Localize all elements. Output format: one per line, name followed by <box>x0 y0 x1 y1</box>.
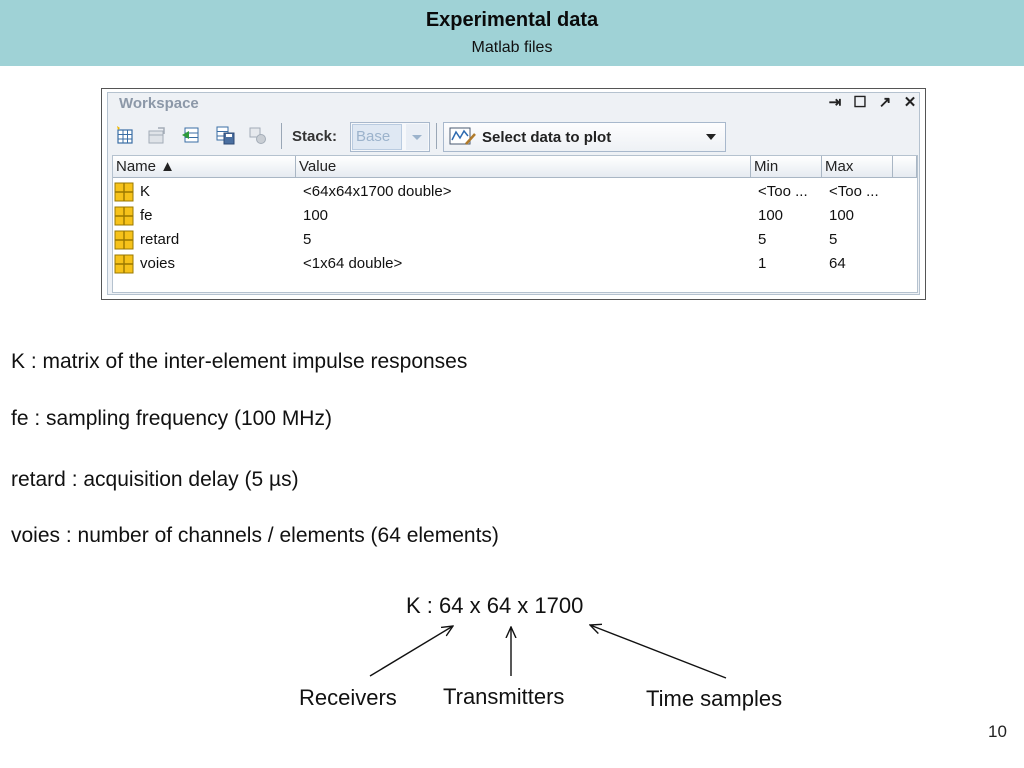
cell-max: <Too ... <box>829 183 879 200</box>
save-workspace-icon[interactable] <box>215 125 235 145</box>
description-k: K : matrix of the inter-element impulse responses <box>11 350 468 373</box>
stack-value[interactable]: Base <box>352 124 402 150</box>
column-header-max[interactable]: Max <box>822 156 893 178</box>
stack-label: Stack: <box>292 128 338 145</box>
cell-value: 5 <box>303 231 312 248</box>
workspace-titlebar <box>108 93 919 115</box>
cell-value: 100 <box>303 207 329 224</box>
cell-min: 1 <box>758 255 767 272</box>
table-row[interactable] <box>113 228 917 252</box>
transmitters-label: Transmitters <box>443 684 565 709</box>
workspace-toolbar <box>108 117 919 155</box>
cell-max: 100 <box>829 207 855 224</box>
cell-min: 100 <box>758 207 784 224</box>
cell-name: fe <box>140 207 153 224</box>
variable-matrix-icon <box>114 206 134 226</box>
undock-icon[interactable]: ↗ <box>878 94 892 111</box>
slide-title: Experimental data <box>425 9 599 31</box>
workspace-table <box>112 155 918 293</box>
plot-selector-label: Select data to plot <box>482 129 612 146</box>
stack-dropdown-button[interactable] <box>406 124 428 150</box>
workspace-screenshot <box>101 88 926 300</box>
description-fe: fe : sampling frequency (100 MHz) <box>11 407 332 430</box>
plot-icon <box>448 126 478 148</box>
cell-value: <1x64 double> <box>303 255 403 272</box>
plot-selector-dropdown[interactable] <box>443 122 726 152</box>
chevron-down-icon[interactable] <box>706 134 716 140</box>
column-header-name[interactable]: Name ▲ <box>113 156 296 178</box>
cell-min: <Too ... <box>758 183 808 200</box>
slide-header <box>0 0 1024 66</box>
workspace-panel <box>107 92 920 295</box>
description-voies: voies : number of channels / elements (64 elements) <box>11 524 499 547</box>
cell-value: <64x64x1700 double> <box>303 183 452 200</box>
time-samples-arrow <box>590 625 726 678</box>
column-header-min[interactable]: Min <box>751 156 822 178</box>
time-samples-label: Time samples <box>646 686 783 711</box>
cell-min: 5 <box>758 231 767 248</box>
print-icon[interactable] <box>247 125 267 145</box>
cell-name: retard <box>140 231 180 248</box>
open-selection-icon[interactable] <box>147 125 167 145</box>
import-data-icon[interactable] <box>181 125 201 145</box>
table-row[interactable] <box>113 252 917 276</box>
dock-icon[interactable]: ⇥ <box>828 94 842 111</box>
new-variable-icon[interactable] <box>115 125 135 145</box>
table-row[interactable] <box>113 204 917 228</box>
cell-name: voies <box>140 255 176 272</box>
description-retard: retard : acquisition delay (5 µs) <box>11 468 299 491</box>
k-dimensions: K : 64 x 64 x 1700 <box>406 593 584 618</box>
chevron-down-icon <box>406 124 428 150</box>
slide-subtitle: Matlab files <box>471 39 553 56</box>
cell-max: 5 <box>829 231 838 248</box>
close-icon[interactable]: ✕ <box>903 94 917 111</box>
table-row[interactable] <box>113 180 917 204</box>
cell-max: 64 <box>829 255 846 272</box>
workspace-title: Workspace <box>119 95 199 112</box>
stack-dropdown[interactable] <box>350 122 430 152</box>
toolbar-separator <box>281 123 282 149</box>
column-header-value[interactable]: Value <box>296 156 751 178</box>
variable-matrix-icon <box>114 182 134 202</box>
toolbar-separator <box>436 123 437 149</box>
variable-matrix-icon <box>114 230 134 250</box>
receivers-label: Receivers <box>299 685 397 710</box>
page-number: 10 <box>988 722 1007 741</box>
column-header-extra[interactable] <box>893 156 917 178</box>
cell-name: K <box>140 183 151 200</box>
variable-matrix-icon <box>114 254 134 274</box>
maximize-icon[interactable]: ☐ <box>853 94 867 111</box>
table-header <box>113 156 917 178</box>
receivers-arrow <box>370 626 453 676</box>
